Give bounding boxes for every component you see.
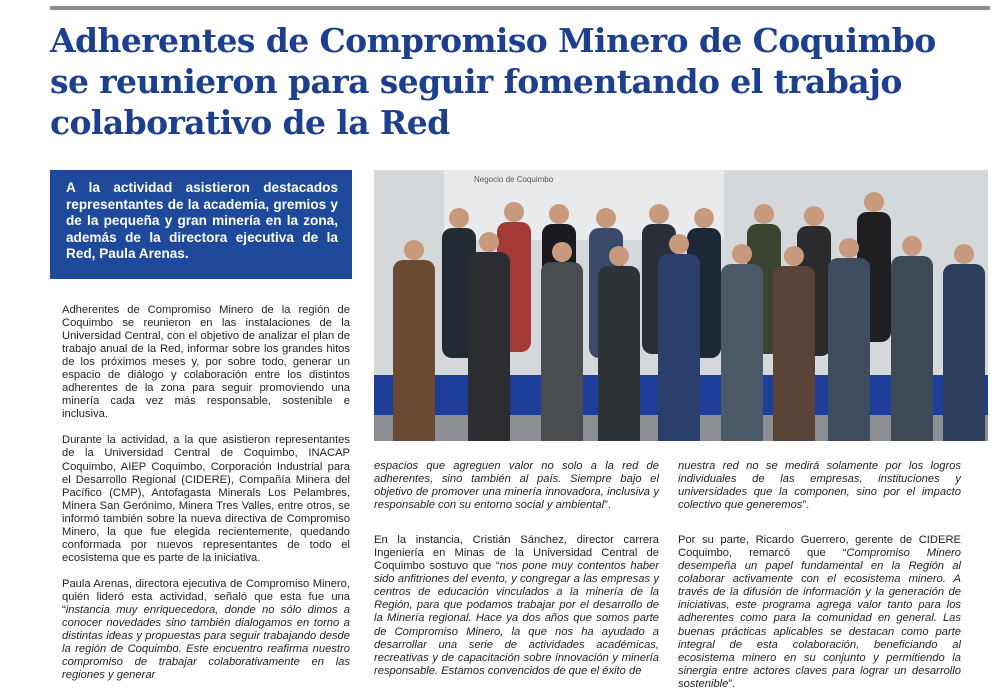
quote-text: nos pone muy contentos haber sido anfitriones del evento, y congregar a las empresas y centros de educación vinculados a la minería de la Región, para que podamos trabajar por el desarrollo de la Minería regional. Hace ya dos años que somos parte de Compromiso Minero, la que nos ha ayudado a desarrollar una serie de actividades académicas, recreativas y de capacitación sobre innovación y minería responsable. Estamos convencidos de que el éxito de [374,560,660,677]
quote-close: ”. [802,499,810,512]
person-silhouette [891,256,933,441]
person-head [732,244,752,264]
person-head [552,242,572,262]
paragraph-quote-end [678,460,961,512]
person-head [902,236,922,256]
headline-line-2: se reunieron para seguir fomentando el trabajo [50,62,902,101]
person-head [804,206,824,226]
paragraph-quote-continued [374,460,659,512]
photo-banner-text: Negocio de Coquimbo [474,175,554,184]
person-head [549,204,569,224]
paragraph-cristian-sanchez [374,534,659,678]
article-headline [50,20,980,143]
headline-line-3: colaborativo de la Red [50,103,450,142]
person-silhouette [468,252,510,441]
person-silhouette [393,260,435,441]
lead-text: A la actividad asistieron destacados representantes de la academia, gremios y de la pequeña y gran minería en la zona, además de la directora ejecutiva de la Red, Paula Arenas. [66,180,338,262]
person-head [609,246,629,266]
article-column-1 [62,304,350,682]
person-head [596,208,616,228]
person-silhouette [598,266,640,441]
person-head [504,202,524,222]
group-photo [374,170,988,441]
quote-close: ”. [728,677,736,689]
person-head [864,192,884,212]
person-silhouette [828,258,870,441]
person-head [479,232,499,252]
person-head [449,208,469,228]
paragraph-ricardo-guerrero [678,534,961,689]
person-head [669,234,689,254]
quote-text: instancia muy enriquecedora, donde no sólo dimos a conocer novedades sino también dialogamos en torno a distintas ideas y propuestas para seguir trabajando desde la región de Coquimbo. Este encuentro reafirma nuestro compromiso de trabajar colaborativamente en las regiones y generar [62,603,350,682]
person-head [694,208,714,228]
paragraph-paula-arenas [62,578,350,682]
person-silhouette [721,264,763,441]
person-silhouette [943,264,985,441]
paragraph-attendees: Durante la actividad, a la que asistieron representantes de la Universidad Central de Coquimbo, INACAP Coquimbo, AIEP Coquimbo, Corporación Industrial para el Desarrollo Regional (CIDERE), Compañía Minera del Pacífico (CMP), Antofagasta Minerals Los Pelambres, Minera San Gerónimo, Minera Tres Valles, entre otros, se informó también sobre la nueva directiva de Compromiso Minero, la que fue elegida recientemente, quedando conformada por nuevos representantes de todo el ecosistema que es parte de la iniciativa. [62,434,350,564]
quote-text: nuestra red no se medirá solamente por los logros individuales de las empresas, instituciones y universidades que la componen, sino por el impacto colectivo que generemos [678,460,961,512]
quote-text: espacios que agreguen valor no solo a la red de adherentes, sino también al país. Siempre bajo el objetivo de promover una minería innovadora, inclusiva y responsable con su entorno social y ambiental [374,460,659,512]
headline-line-1: Adherentes de Compromiso Minero de Coquimbo [50,21,936,60]
top-rule [50,6,990,10]
quote-text: Compromiso Minero desempeña un papel fundamental en la Región al colaborar activamente con el ecosistema minero. A través de la difusión de información y la generación de iniciativas, este programa agrega valor tanto para los adherentes como para la comunidad en general. Las buenas prácticas aplicables se destacan como parte integral de esta colaboración, beneficiando al ecosistema minero en su conjunto y permitiendo la sinergia entre actores claves para lograr un desarrollo sostenible [678,547,961,689]
person-silhouette [658,254,700,441]
person-head [839,238,859,258]
paragraph-intro: Adherentes de Compromiso Minero de la región de Coquimbo se reunieron en las instalaciones de la Universidad Central, con el objetivo de analizar el plan de trabajo anual de la Red, informar sobre los grandes hitos de los próximos meses y, por sobre todo, generar un espacio de diálogo y colaboración entre los distintos adherentes de la zona para seguir promoviendo una minería cada vez más responsable, sostenible e inclusiva. [62,304,350,421]
person-head [954,244,974,264]
paragraph-text: Paula Arenas, directora ejecutiva de Compromiso Minero, quién lideró esta actividad, señaló que esta fue una “ [62,577,350,616]
person-head [649,204,669,224]
paragraph-text: En la instancia, Cristián Sánchez, director carrera Ingeniería en Minas de la Universidad Central de Coquimbo sostuvo que “ [374,534,659,573]
article-column-2 [374,460,659,678]
person-head [784,246,804,266]
lead-box [50,170,352,279]
person-head [404,240,424,260]
article-column-3 [678,460,961,689]
person-silhouette [541,262,583,441]
person-silhouette [773,266,815,441]
paragraph-text: Por su parte, Ricardo Guerrero, gerente de CIDERE Coquimbo, remarcó que “ [678,534,961,560]
group-photo-illustration [374,170,988,441]
quote-close: ”. [604,499,611,512]
person-head [754,204,774,224]
